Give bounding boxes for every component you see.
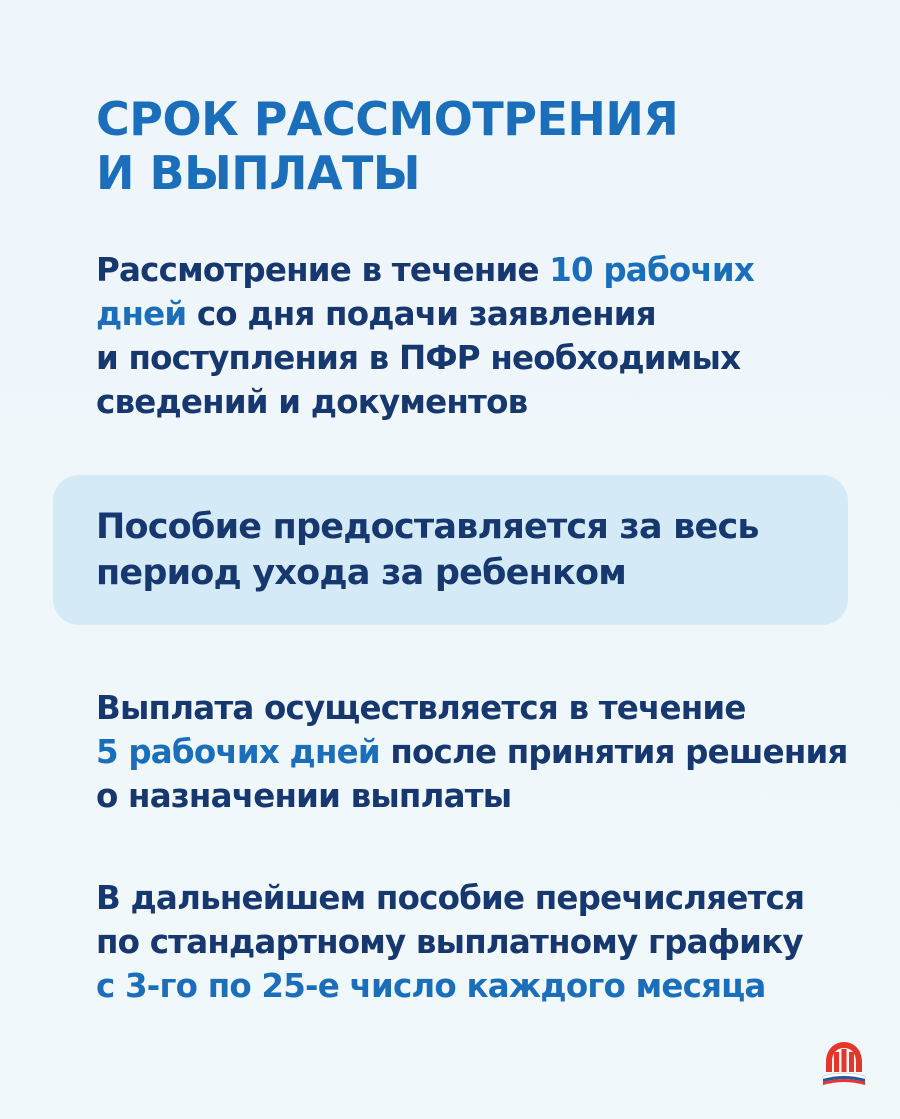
review-line-1 [96,248,754,292]
schedule-line-3-highlight: с 3-го по 25-е число каждого месяца [96,967,766,1005]
review-line-2-text: со дня подачи заявления [186,295,656,333]
schedule-line-1: В дальнейшем пособие перечисляется [96,879,805,917]
review-line-4: сведений и документов [96,383,528,421]
review-line-2 [96,292,754,336]
review-period-text [96,248,754,424]
payment-line-2 [96,730,848,774]
highlight-line-1: Пособие предоставляется за весь [96,507,759,547]
title-line-1: СРОК РАССМОТРЕНИЯ [96,92,679,146]
highlight-line-2: период ухода за ребенком [96,553,626,593]
review-days-highlight: 10 рабочих [549,251,755,289]
payment-line-2-text: после принятия решения [379,733,848,771]
pfr-logo-icon [818,1036,870,1088]
title-line-2: И ВЫПЛАТЫ [96,146,421,200]
highlight-box-text [96,504,759,596]
schedule-text [96,876,804,1008]
payment-line-1: Выплата осуществляется в течение [96,689,746,727]
review-line-3: и поступления в ПФР необходимых [96,339,741,377]
payment-days-highlight: 5 рабочих дней [96,733,380,771]
highlight-box [53,475,848,625]
payment-period-text [96,686,848,818]
payment-line-3: о назначении выплаты [96,777,512,815]
page-title [96,92,678,200]
schedule-line-2: по стандартному выплатному графику [96,923,803,961]
review-days-highlight-2: дней [96,295,187,333]
review-line-1-text: Рассмотрение в течение [96,251,550,289]
